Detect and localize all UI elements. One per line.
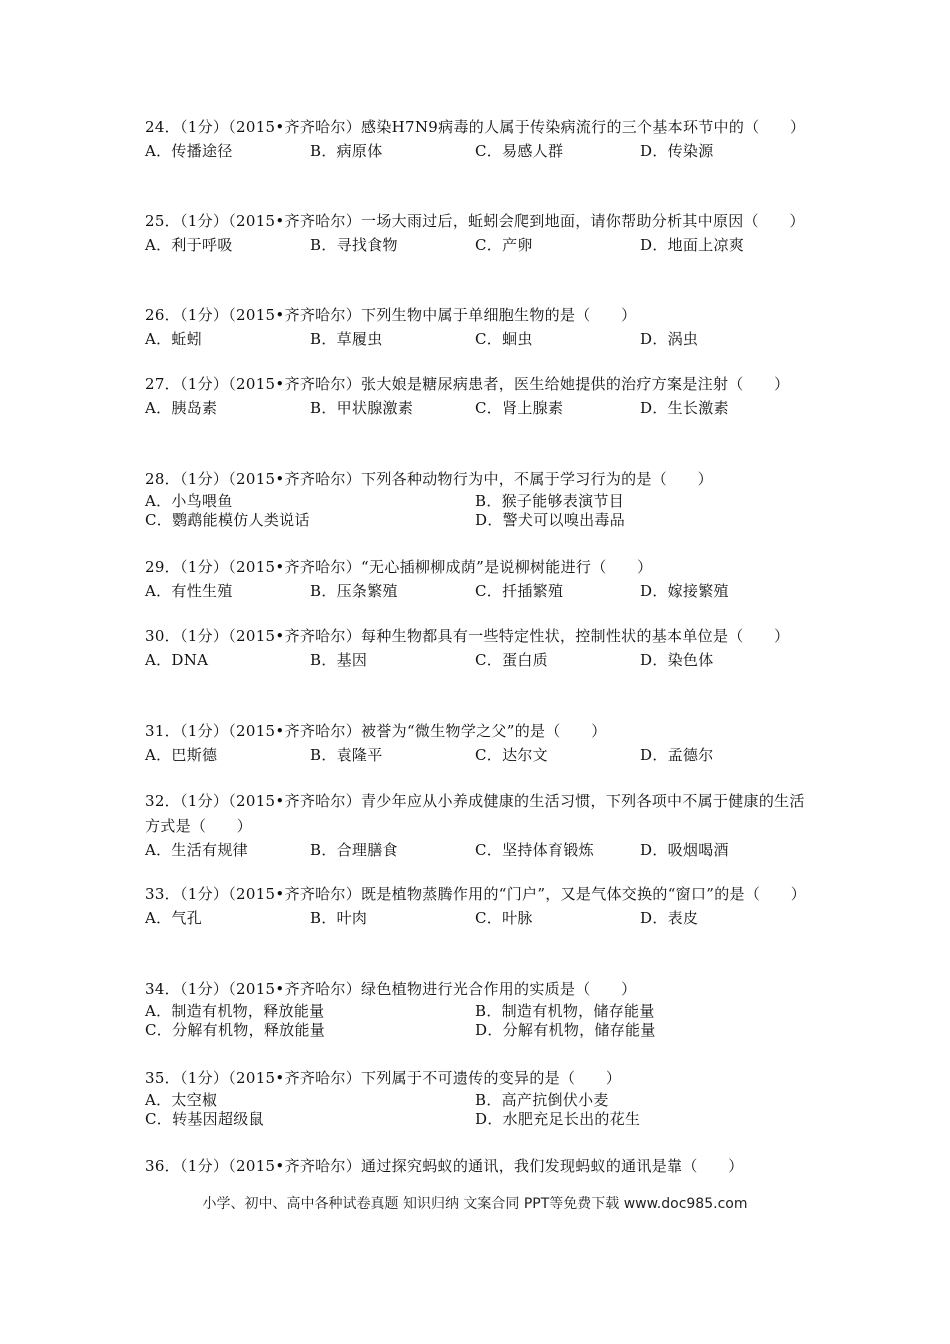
- option-b: B．病原体: [310, 142, 383, 160]
- question-36: [145, 1154, 805, 1179]
- option-c: C．达尔文: [475, 746, 548, 764]
- option-c: C．鹦鹉能模仿人类说话: [145, 511, 310, 529]
- question-options: [145, 839, 805, 861]
- option-d: D．嫁接繁殖: [640, 582, 729, 600]
- option-d: D．涡虫: [640, 330, 699, 348]
- question-stem: 27．（1分）（2015•齐齐哈尔）张大娘是糖尿病患者，医生给她提供的治疗方案是注射（ ）: [145, 375, 790, 393]
- question-stem: 32．（1分）（2015•齐齐哈尔）青少年应从小养成健康的生活习惯，下列各项中不属于健康的生活方式是（ ）: [145, 792, 805, 835]
- option-a: A．巴斯德: [145, 746, 218, 764]
- question-options: [145, 744, 805, 766]
- option-c: C．转基因超级鼠: [145, 1110, 264, 1128]
- question-32: [145, 789, 805, 861]
- question-stem: 26．（1分）（2015•齐齐哈尔）下列生物中属于单细胞生物的是（ ）: [145, 306, 637, 324]
- option-b: B．高产抗倒伏小麦: [475, 1091, 609, 1109]
- option-c: C．蛔虫: [475, 330, 533, 348]
- question-stem: 28．（1分）（2015•齐齐哈尔）下列各种动物行为中，不属于学习行为的是（ ）: [145, 470, 713, 488]
- option-a: A．蚯蚓: [145, 330, 203, 348]
- option-d: D．吸烟喝酒: [640, 841, 729, 859]
- question-stem: 24．（1分）（2015•齐齐哈尔）感染H7N9病毒的人属于传染病流行的三个基本环节中的（ ）: [145, 118, 806, 136]
- option-a: A．胰岛素: [145, 399, 218, 417]
- option-c: C．坚持体育锻炼: [475, 841, 594, 859]
- option-d: D．生长激素: [640, 399, 729, 417]
- option-b: B．制造有机物，储存能量: [475, 1002, 655, 1020]
- question-stem: 34．（1分）（2015•齐齐哈尔）绿色植物进行光合作用的实质是（ ）: [145, 980, 637, 998]
- question-31: [145, 719, 805, 766]
- option-c: C．肾上腺素: [475, 399, 564, 417]
- question-options: [145, 328, 805, 350]
- page-footer: 小学、初中、高中各种试卷真题 知识归纳 文案合同 PPT等免费下载 www.doc985.com: [202, 1196, 748, 1212]
- question-options: [145, 140, 805, 162]
- option-b: B．草履虫: [310, 330, 383, 348]
- option-d: D．染色体: [640, 651, 714, 669]
- question-options: [145, 234, 805, 256]
- question-34: [145, 977, 805, 1042]
- question-options: [145, 492, 805, 532]
- question-stem: 35．（1分）（2015•齐齐哈尔）下列属于不可遗传的变异的是（ ）: [145, 1069, 622, 1087]
- option-a: A．太空椒: [145, 1091, 218, 1109]
- option-d: D．孟德尔: [640, 746, 714, 764]
- option-c: C．产卵: [475, 236, 533, 254]
- option-a: A．气孔: [145, 909, 203, 927]
- question-stem: 30．（1分）（2015•齐齐哈尔）每种生物都具有一些特定性状，控制性状的基本单位是（ ）: [145, 627, 790, 645]
- option-c: C．蛋白质: [475, 651, 548, 669]
- option-a: A．生活有规律: [145, 841, 248, 859]
- option-c: C．分解有机物，释放能量: [145, 1021, 326, 1039]
- question-stem: 25．（1分）（2015•齐齐哈尔）一场大雨过后，蚯蚓会爬到地面，请你帮助分析其中原因（ ）: [145, 212, 805, 230]
- option-c: C．叶脉: [475, 909, 533, 927]
- question-35: [145, 1066, 805, 1131]
- question-25: [145, 209, 805, 256]
- option-d: D．表皮: [640, 909, 699, 927]
- option-d: D．分解有机物，储存能量: [475, 1021, 656, 1039]
- option-c: C．扦插繁殖: [475, 582, 564, 600]
- option-a: A．利于呼吸: [145, 236, 233, 254]
- option-b: B．叶肉: [310, 909, 368, 927]
- option-a: A．传播途径: [145, 142, 233, 160]
- option-b: B．压条繁殖: [310, 582, 398, 600]
- question-26: [145, 303, 805, 350]
- option-c: C．易感人群: [475, 142, 564, 160]
- question-options: [145, 907, 805, 929]
- option-a: A．有性生殖: [145, 582, 233, 600]
- option-d: D．传染源: [640, 142, 714, 160]
- question-stem: 33．（1分）（2015•齐齐哈尔）既是植物蒸腾作用的“门户”，又是气体交换的“窗口”的是（ ）: [145, 885, 807, 903]
- question-stem: 29．（1分）（2015•齐齐哈尔）“无心插柳柳成荫”是说柳树能进行（ ）: [145, 558, 653, 576]
- option-b: B．袁隆平: [310, 746, 383, 764]
- question-29: [145, 555, 805, 602]
- option-b: B．合理膳食: [310, 841, 398, 859]
- option-d: D．水肥充足长出的花生: [475, 1110, 641, 1128]
- question-options: [145, 397, 805, 419]
- question-33: [145, 882, 805, 929]
- question-30: [145, 624, 805, 671]
- option-b: B．猴子能够表演节目: [475, 492, 625, 510]
- question-24: [145, 115, 805, 162]
- option-b: B．甲状腺激素: [310, 399, 414, 417]
- option-a: A．制造有机物，释放能量: [145, 1002, 325, 1020]
- question-options: [145, 1002, 805, 1042]
- option-b: B．基因: [310, 651, 368, 669]
- option-d: D．警犬可以嗅出毒品: [475, 511, 626, 529]
- option-a: A．DNA: [145, 651, 209, 669]
- option-b: B．寻找食物: [310, 236, 398, 254]
- question-options: [145, 580, 805, 602]
- question-options: [145, 649, 805, 671]
- option-d: D．地面上凉爽: [640, 236, 745, 254]
- question-stem: 31．（1分）（2015•齐齐哈尔）被誉为“微生物学之父”的是（ ）: [145, 722, 607, 740]
- question-options: [145, 1091, 805, 1131]
- question-28: [145, 467, 805, 532]
- question-stem: 36．（1分）（2015•齐齐哈尔）通过探究蚂蚁的通讯，我们发现蚂蚁的通讯是靠（ ）: [145, 1157, 744, 1175]
- question-27: [145, 372, 805, 419]
- option-a: A．小鸟喂鱼: [145, 492, 233, 510]
